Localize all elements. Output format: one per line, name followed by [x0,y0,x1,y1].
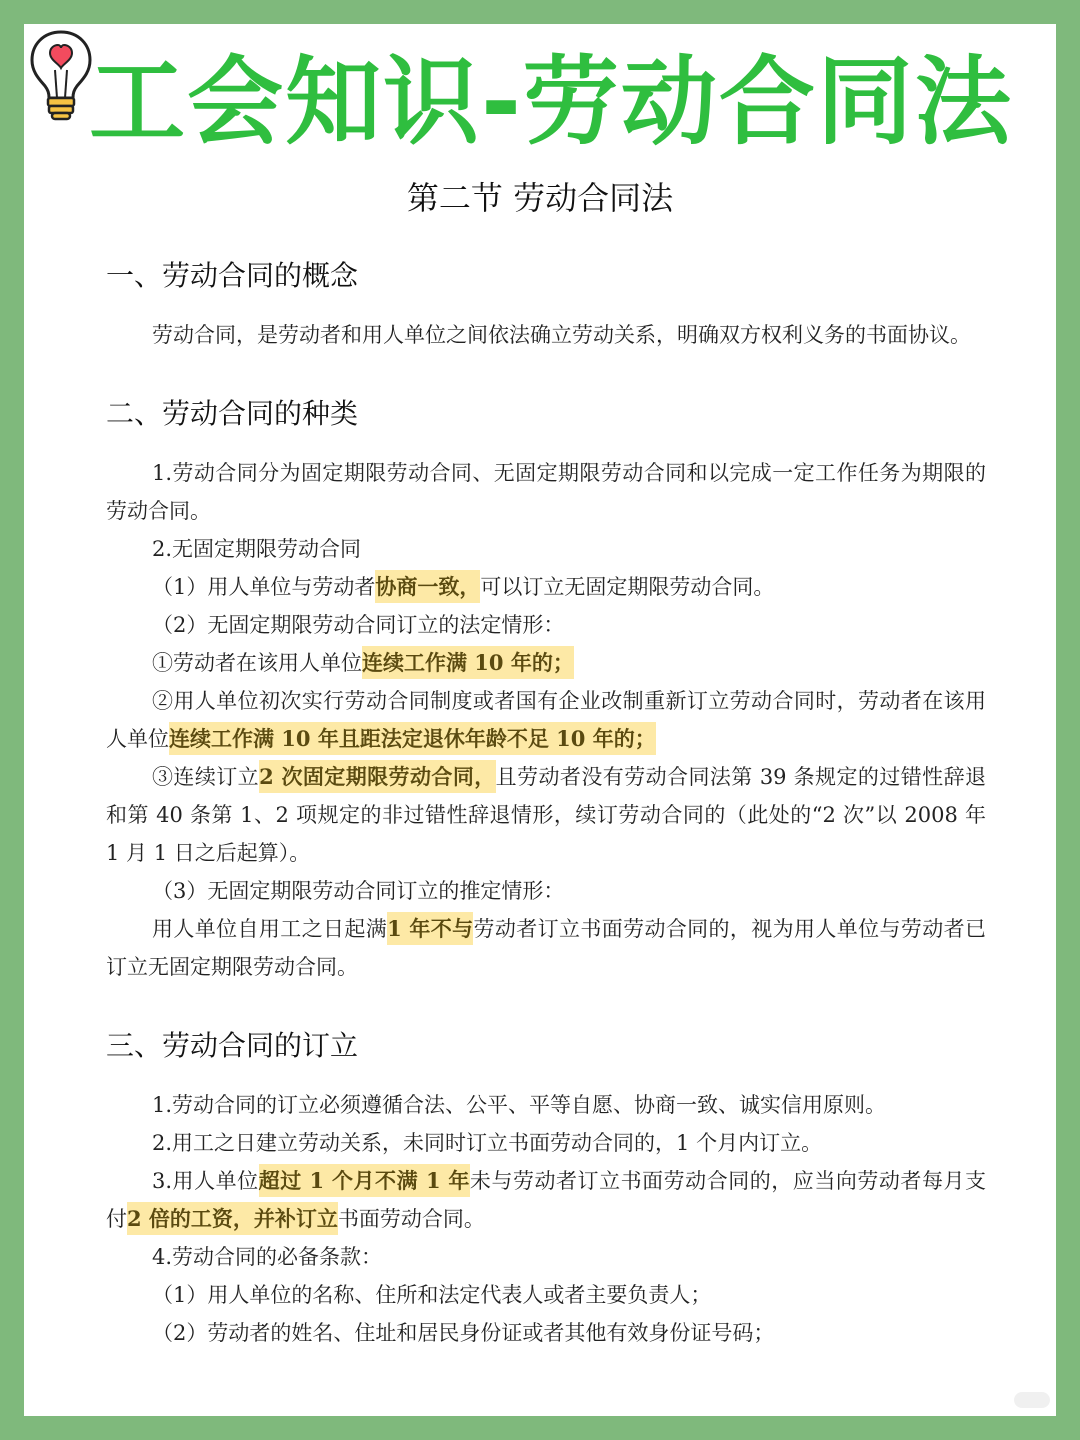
section-2-case-1 [106,644,986,682]
section-3-clause-2: （2）劳动者的姓名、住址和居民身份证或者其他有效身份证号码； [152,1321,775,1345]
section-2-case-3 [106,758,986,872]
document-page [24,24,1056,1416]
section-3-title: 三、劳动合同的订立 [106,1029,359,1062]
content [106,254,986,1352]
highlight: 连续工作满 10 年的； [362,646,574,679]
section-3-item-4: 4.劳动合同的必备条款： [152,1245,383,1269]
text-part: ①劳动者在该用人单位 [152,651,362,675]
text-part: 可以订立无固定期限劳动合同。 [480,575,775,599]
section-3-item-2: 2.用工之日建立劳动关系，未同时订立书面劳动合同的，1 个月内订立。 [152,1131,823,1155]
highlight: 连续工作满 10 年且距法定退休年龄不足 10 年的； [169,722,656,755]
text-part: 且劳动者没有劳动合同法第 39 条规定的过错性辞退和第 40 条第 1、2 项规定的非过错性辞退情形，续订劳动合同的（此处的“2 次”以 2008 年 1 月 1 日之后起算）。 [106,765,986,865]
section-2-presume [106,910,986,986]
section-2-case-2 [106,682,986,758]
highlight: 1 年不与 [387,912,473,945]
section-1-paragraph: 劳动合同，是劳动者和用人单位之间依法确立劳动关系，明确双方权利义务的书面协议。 [152,323,971,347]
main-title: 工会知识-劳动合同法 [89,46,1013,158]
highlight: 2 倍的工资，并补订立 [127,1202,338,1235]
section-3-item-1: 1.劳动合同的订立必须遵循合法、公平、平等自愿、协商一致、诚实信用原则。 [152,1093,887,1117]
highlight: 超过 1 个月不满 1 年 [259,1164,470,1197]
text-part: 用人单位自用工之日起满 [152,917,388,941]
section-2-item-1: 1.劳动合同分为固定期限劳动合同、无固定期限劳动合同和以完成一定工作任务为期限的劳动合同。 [106,461,986,523]
highlight: 2 次固定期限劳动合同， [259,760,496,793]
highlight: 协商一致， [375,570,480,603]
section-2-sub-2: （2）无固定期限劳动合同订立的法定情形： [152,613,565,637]
text-part: ②用人单位初次实行劳动合同制度或者国有企业改制重新订立劳动合同时，劳动者在该用人单位 [106,689,986,751]
text-part: 3.用人单位 [152,1169,259,1193]
section-2-title: 二、劳动合同的种类 [106,397,359,430]
text-part: 未与劳动者订立书面劳动合同的，应当向劳动者每月支付 [106,1169,987,1231]
text-part: 书面劳动合同。 [337,1207,485,1231]
watermark [1014,1392,1050,1408]
section-3-clause-1: （1）用人单位的名称、住所和法定代表人或者主要负责人； [152,1283,712,1307]
text-part: ③连续订立 [152,765,260,789]
section-3-item-3 [106,1162,986,1238]
section-1-title: 一、劳动合同的概念 [106,259,359,292]
text-part: （1）用人单位与劳动者 [152,575,376,599]
section-2-sub-3: （3）无固定期限劳动合同订立的推定情形： [152,879,565,903]
section-2-item-2: 2.无固定期限劳动合同 [152,537,362,561]
text-part: 劳动者订立书面劳动合同的，视为用人单位与劳动者已订立无固定期限劳动合同。 [106,917,986,979]
subtitle: 第二节 劳动合同法 [406,179,674,217]
section-2-sub-1 [106,568,986,606]
